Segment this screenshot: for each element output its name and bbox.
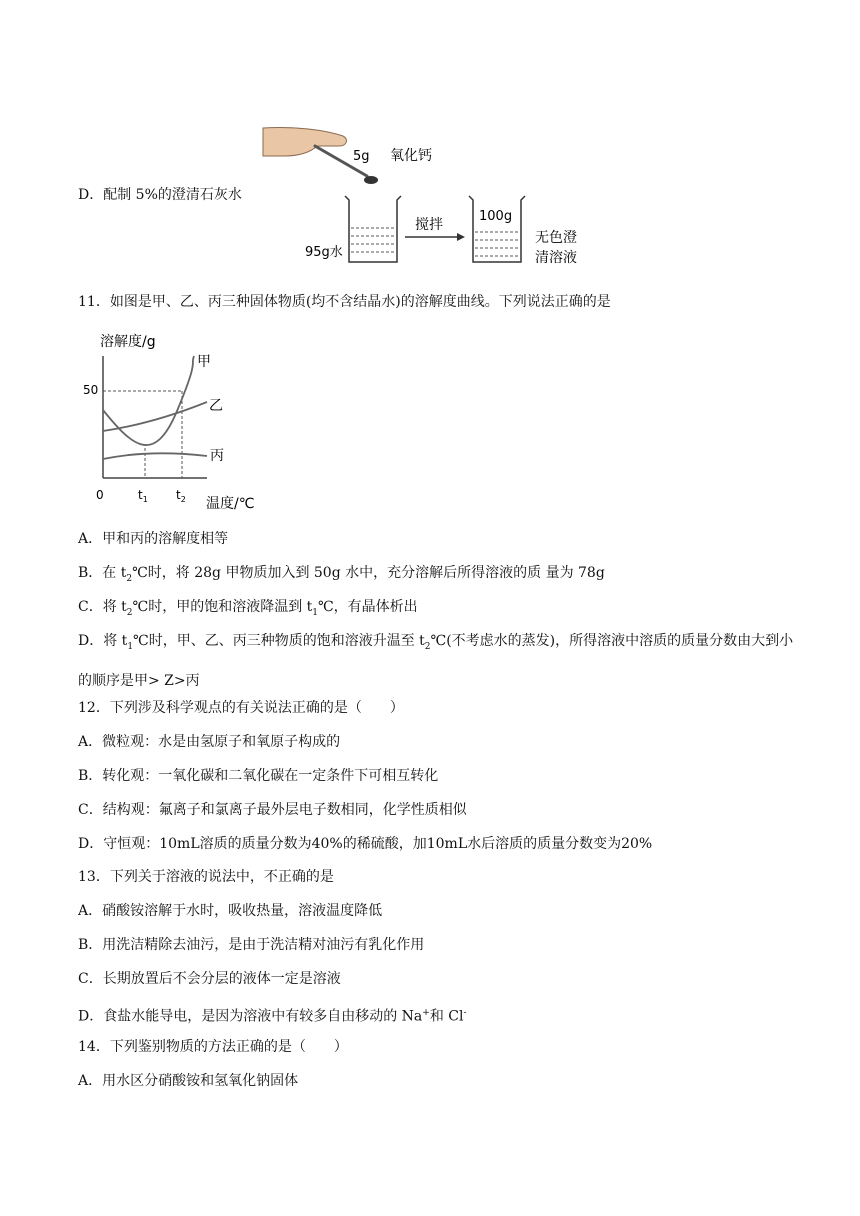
series-bing-label: 丙 — [210, 448, 224, 464]
q11-solubility-chart — [82, 326, 262, 516]
stir-label: 搅拌 — [415, 217, 443, 233]
q12-option-b: B．转化观：一氧化碳和二氧化碳在一定条件下可相互转化 — [78, 768, 439, 784]
series-yi-curve — [103, 402, 207, 431]
q12-option-d: D．守恒观：10mL溶质的质量分数为40%的稀硫酸，加10mL水后溶质的质量分数变为20% — [78, 836, 653, 852]
chart-xlabel: 温度/℃ — [206, 496, 255, 512]
q11-option-c: C．将 $t_2℃$时，甲的饱和溶液降温到 $t_1℃$，有晶体析出 — [78, 599, 418, 618]
series-jia-label: 甲 — [197, 354, 211, 370]
q12-option-c: C．结构观：氟离子和氯离子最外层电子数相同，化学性质相似 — [78, 802, 467, 818]
q12-stem: 12．下列涉及科学观点的有关说法正确的是（ ） — [78, 700, 404, 716]
q11-option-d: D．将 $t_1℃$时，甲、乙、丙三种物质的饱和溶液升温至 $t_2℃$(不考虑水的蒸发)，所得溶液中溶质的质量分数由大到小的顺序是甲> Z>丙 — [78, 633, 794, 689]
q13-option-b: B．用洗洁精除去油污，是由于洗洁精对油污有乳化作用 — [78, 937, 425, 953]
reagent-name: 氧化钙 — [390, 148, 432, 164]
q10-option-d: D．配制 5%的澄清石灰水 — [78, 187, 242, 203]
q13-option-d: D．食盐水能导电，是因为溶液中有较多自由移动的 Na+和 Cl- — [78, 1008, 467, 1025]
chart-x-tick-t1: $t_1$ — [138, 488, 148, 504]
q14-stem: 14．下列鉴别物质的方法正确的是（ ） — [78, 1039, 348, 1055]
q13-option-a: A．硝酸铵溶解于水时，吸收热量，溶液温度降低 — [78, 903, 383, 919]
q12-option-a: A．微粒观：水是由氢原子和氧原子构成的 — [78, 734, 341, 750]
reagent-mass: 5g — [353, 149, 370, 164]
q13-stem: 13．下列关于溶液的说法中，不正确的是 — [78, 869, 334, 885]
arrow-right-icon — [405, 233, 465, 241]
chart-ylabel: 溶解度/g — [100, 334, 156, 350]
chart-y-tick-50: 50 — [83, 383, 99, 397]
series-jia-curve — [103, 356, 194, 445]
right-beaker-icon — [469, 196, 525, 262]
chart-x-tick-t2: $t_2$ — [176, 488, 186, 504]
series-yi-label: 乙 — [209, 398, 223, 414]
q11-stem: 11．如图是甲、乙、丙三种固体物质(均不含结晶水)的溶解度曲线。下列说法正确的是 — [78, 294, 611, 310]
q10-illustration — [255, 122, 615, 272]
chart-origin: 0 — [96, 488, 104, 502]
q13-option-c: C．长期放置后不会分层的液体一定是溶液 — [78, 971, 341, 987]
water-label: 95g水 — [305, 245, 343, 260]
q11-option-a: A．甲和丙的溶解度相等 — [78, 531, 229, 547]
result-label-2: 清溶液 — [535, 250, 577, 266]
result-label-1: 无色澄 — [535, 230, 577, 246]
q11-option-b: B．在 $t_2℃$时，将 28g 甲物质加入到 50g 水中，充分溶解后所得溶液的质 量为 78g — [78, 565, 605, 584]
left-beaker-icon — [345, 196, 401, 262]
series-bing-curve — [103, 453, 207, 459]
total-mass-label: 100g — [479, 209, 513, 224]
q14-option-a: A．用水区分硝酸铵和氢氧化钠固体 — [78, 1073, 299, 1089]
